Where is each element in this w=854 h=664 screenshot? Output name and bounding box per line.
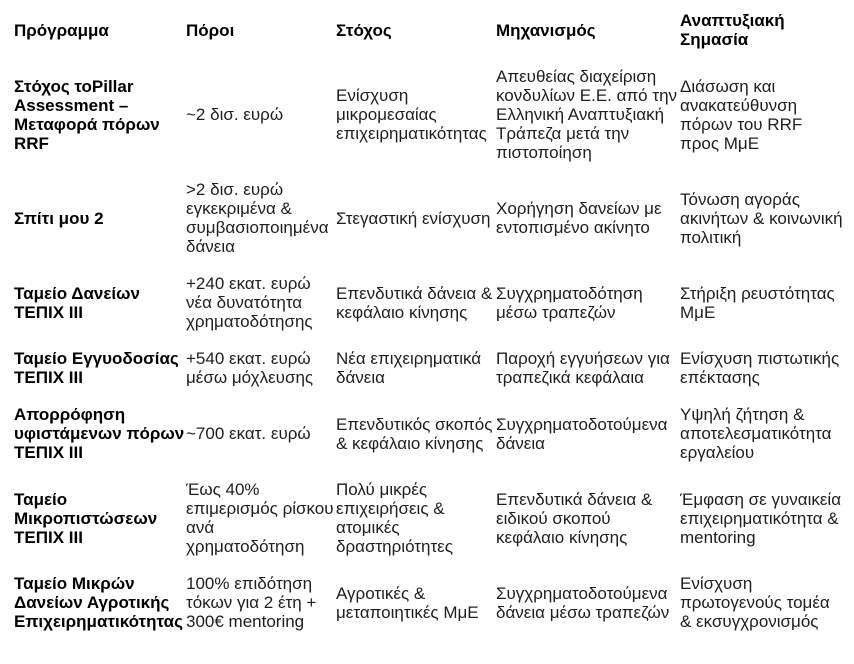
table-header-row bbox=[14, 8, 844, 58]
cell-goal: Ενίσχυση μικρομεσαίας επιχειρηματικότητας bbox=[336, 86, 487, 143]
cell-mechanism: Παροχή εγγυήσεων για τραπεζικά κεφάλαια bbox=[496, 349, 670, 387]
document-page bbox=[0, 8, 854, 664]
cell-goal: Πολύ μικρές επιχειρήσεις & ατομικές δραστηριότητες bbox=[336, 480, 453, 556]
cell-goal: Αγροτικές & μεταποιητικές ΜμΕ bbox=[336, 583, 479, 622]
cell-significance: Ενίσχυση πρωτογενούς τομέα & εκσυγχρονισμός bbox=[680, 574, 830, 631]
cell-significance: Έμφαση σε γυναικεία επιχειρηματικότητα & mentoring bbox=[680, 489, 842, 547]
cell-program: Ταμείο Εγγυοδοσίας ΤΕΠΙΧ III bbox=[14, 349, 179, 387]
cell-program: Ταμείο Μικροπιστώσεων ΤΕΠΙΧ III bbox=[14, 489, 158, 547]
column-header-significance: Αναπτυξιακή Σημασία bbox=[680, 11, 785, 49]
cell-significance: Ενίσχυση πιστωτικής επέκτασης bbox=[680, 349, 840, 387]
cell-resources: ~700 εκατ. ευρώ bbox=[186, 424, 311, 443]
cell-resources: ~2 δισ. ευρώ bbox=[186, 105, 284, 124]
cell-program: Σπίτι μου 2 bbox=[14, 208, 104, 228]
cell-program: Ταμείο Μικρών Δανείων Αγροτικής Επιχειρηματικότητας bbox=[14, 574, 183, 631]
cell-mechanism: Απευθείας διαχείριση κονδυλίων Ε.Ε. από την Ελληνική Αναπτυξιακή Τράπεζα μετά την πιστοποίηση bbox=[496, 67, 678, 162]
table-row bbox=[14, 340, 844, 396]
table-row bbox=[14, 396, 844, 471]
cell-significance: Υψηλή ζήτηση & αποτελεσματικότητα εργαλείου bbox=[680, 405, 832, 462]
table-row bbox=[14, 265, 844, 340]
cell-program: Ταμείο Δανείων ΤΕΠΙΧ III bbox=[14, 283, 140, 322]
cell-significance: Διάσωση και ανακατεύθυνση πόρων του RRF προς ΜμΕ bbox=[680, 76, 803, 153]
cell-significance: Στήριξη ρευστότητας ΜμΕ bbox=[680, 283, 835, 322]
funding-programs-table bbox=[14, 8, 844, 640]
column-header-goal: Στόχος bbox=[336, 20, 392, 40]
table-row bbox=[14, 565, 844, 640]
cell-significance: Τόνωση αγοράς ακινήτων & κοινωνική πολιτική bbox=[680, 189, 843, 247]
cell-mechanism: Συγχρηματοδότηση μέσω τραπεζών bbox=[496, 283, 643, 322]
cell-mechanism: Επενδυτικά δάνεια & ειδικού σκοπού κεφάλαιο κίνησης bbox=[496, 489, 653, 547]
cell-resources: +540 εκατ. ευρώ μέσω μόχλευσης bbox=[186, 349, 314, 387]
cell-resources: Έως 40% επιμερισμός ρίσκου ανά χρηματοδότηση bbox=[186, 480, 334, 556]
table-row bbox=[14, 471, 844, 565]
column-header-mechanism: Μηχανισμός bbox=[496, 20, 596, 40]
cell-goal: Επενδυτικά δάνεια & κεφάλαιο κίνησης bbox=[336, 283, 493, 322]
table-row bbox=[14, 58, 844, 171]
cell-goal: Στεγαστική ενίσχυση bbox=[336, 208, 491, 228]
cell-resources: +240 εκατ. ευρώ νέα δυνατότητα χρηματοδότησης bbox=[186, 274, 313, 331]
column-header-program: Πρόγραμμα bbox=[14, 20, 109, 40]
cell-mechanism: Συγχρηματοδοτούμενα δάνεια μέσω τραπεζών bbox=[496, 583, 670, 622]
cell-mechanism: Συγχρηματοδοτούμενα δάνεια bbox=[496, 414, 668, 453]
cell-program: Στόχος τοPillar Assessment – Μεταφορά πόρων RRF bbox=[14, 76, 160, 153]
cell-mechanism: Χορήγηση δανείων με εντοπισμένο ακίνητο bbox=[496, 199, 662, 237]
cell-program: Απορρόφηση υφιστάμενων πόρων ΤΕΠΙΧ III bbox=[14, 405, 185, 462]
column-header-resources: Πόροι bbox=[186, 20, 235, 40]
table-row bbox=[14, 171, 844, 265]
cell-resources: 100% επιδότηση τόκων για 2 έτη + 300€ mentoring bbox=[186, 574, 317, 631]
cell-goal: Επενδυτικός σκοπός & κεφάλαιο κίνησης bbox=[336, 414, 493, 453]
cell-resources: >2 δισ. ευρώ εγκεκριμένα & συμβασιοποιημένα δάνεια bbox=[186, 180, 329, 256]
cell-goal: Νέα επιχειρηματικά δάνεια bbox=[336, 349, 482, 387]
